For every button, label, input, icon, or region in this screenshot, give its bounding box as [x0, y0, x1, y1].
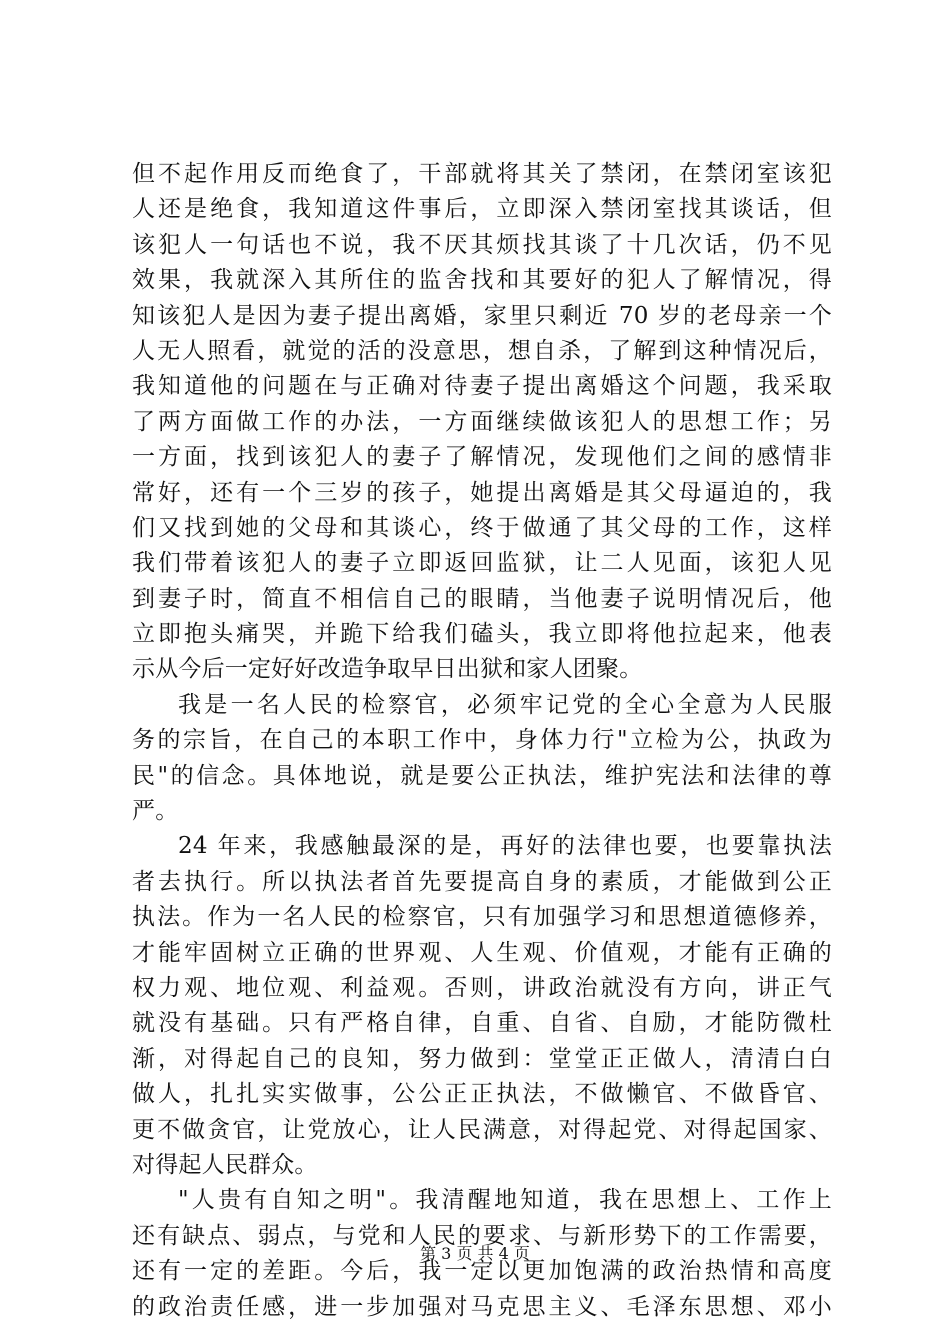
text-line: 效果，我就深入其所住的监舍找和其要好的犯人了解情况，得 [132, 267, 832, 294]
text-line: 务的宗旨，在自己的本职工作中，身体力行"立检为公，执政为 [132, 727, 832, 754]
text-line: 但不起作用反而绝食了，干部就将其关了禁闭，在禁闭室该犯 [132, 161, 832, 187]
text-line: 我是一名人民的检察官，必须牢记党的全心全意为人民服 [178, 691, 832, 718]
text-line: 了两方面做工作的办法，一方面继续做该犯人的思想工作；另 [132, 408, 832, 435]
text-line: 权力观、地位观、利益观。否则，讲政治就没有方向，讲正气 [132, 974, 832, 1001]
text-line: 者去执行。所以执法者首先要提高自身的素质，才能做到公正 [132, 868, 832, 895]
text-line: 示从今后一定好好改造争取早日出狱和家人团聚。 [132, 656, 643, 683]
text-line: 严。 [132, 798, 179, 825]
text-line: 执法。作为一名人民的检察官，只有加强学习和思想道德修养， [132, 904, 832, 931]
text-line: 该犯人一句话也不说，我不厌其烦找其谈了十几次话，仍不见 [132, 231, 832, 258]
text-line: 我知道他的问题在与正确对待妻子提出离婚这个问题，我采取 [132, 373, 832, 400]
text-line: 立即抱头痛哭，并跪下给我们磕头，我立即将他拉起来，他表 [132, 621, 832, 648]
text-line: 对得起人民群众。 [132, 1151, 318, 1178]
text-line: 还有一定的差距。今后，我一定以更加饱满的政治热情和高度 [132, 1258, 832, 1285]
text-line: 人还是绝食，我知道这件事后，立即深入禁闭室找其谈话，但 [132, 196, 832, 223]
text-line: 更不做贪官，让党放心，让人民满意，对得起党、对得起国家、 [132, 1116, 832, 1143]
text-line: 做人，扎扎实实做事，公公正正执法，不做懒官、不做昏官、 [132, 1081, 832, 1108]
text-line: 到妻子时，简直不相信自己的眼睛，当他妻子说明情况后，他 [132, 585, 832, 612]
text-line: 才能牢固树立正确的世界观、人生观、价值观，才能有正确的 [132, 939, 832, 966]
text-line: 知该犯人是因为妻子提出离婚，家里只剩近 70 岁的老母亲一个 [132, 302, 832, 329]
text-line: 我们带着该犯人的妻子立即返回监狱，让二人见面，该犯人见 [132, 550, 832, 577]
text-line: 还有缺点、弱点，与党和人民的要求、与新形势下的工作需要， [132, 1222, 832, 1249]
text-line: 常好，还有一个三岁的孩子，她提出离婚是其父母逼迫的，我 [132, 479, 832, 506]
text-line: 民"的信念。具体地说，就是要公正执法，维护宪法和法律的尊 [132, 762, 832, 789]
text-line: 人无人照看，就觉的活的没意思，想自杀，了解到这种情况后， [132, 337, 832, 364]
text-line: 就没有基础。只有严格自律，自重、自省、自励，才能防微杜 [132, 1010, 832, 1037]
body-text [132, 157, 832, 1325]
text-line: 们又找到她的父母和其谈心，终于做通了其父母的工作，这样 [132, 514, 832, 541]
page-footer: 第 3 页 共 4 页 [420, 1244, 530, 1263]
text-line: 渐，对得起自己的良知，努力做到：堂堂正正做人，清清白白 [132, 1045, 832, 1072]
text-line: "人贵有自知之明"。我清醒地知道，我在思想上、工作上 [178, 1187, 832, 1214]
text-line: 的政治责任感，进一步加强对马克思主义、毛泽东思想、邓小 [132, 1293, 832, 1320]
text-line: 一方面，找到该犯人的妻子了解情况，发现他们之间的感情非 [132, 444, 832, 471]
text-line: 24 年来，我感触最深的是，再好的法律也要，也要靠执法 [178, 833, 832, 860]
